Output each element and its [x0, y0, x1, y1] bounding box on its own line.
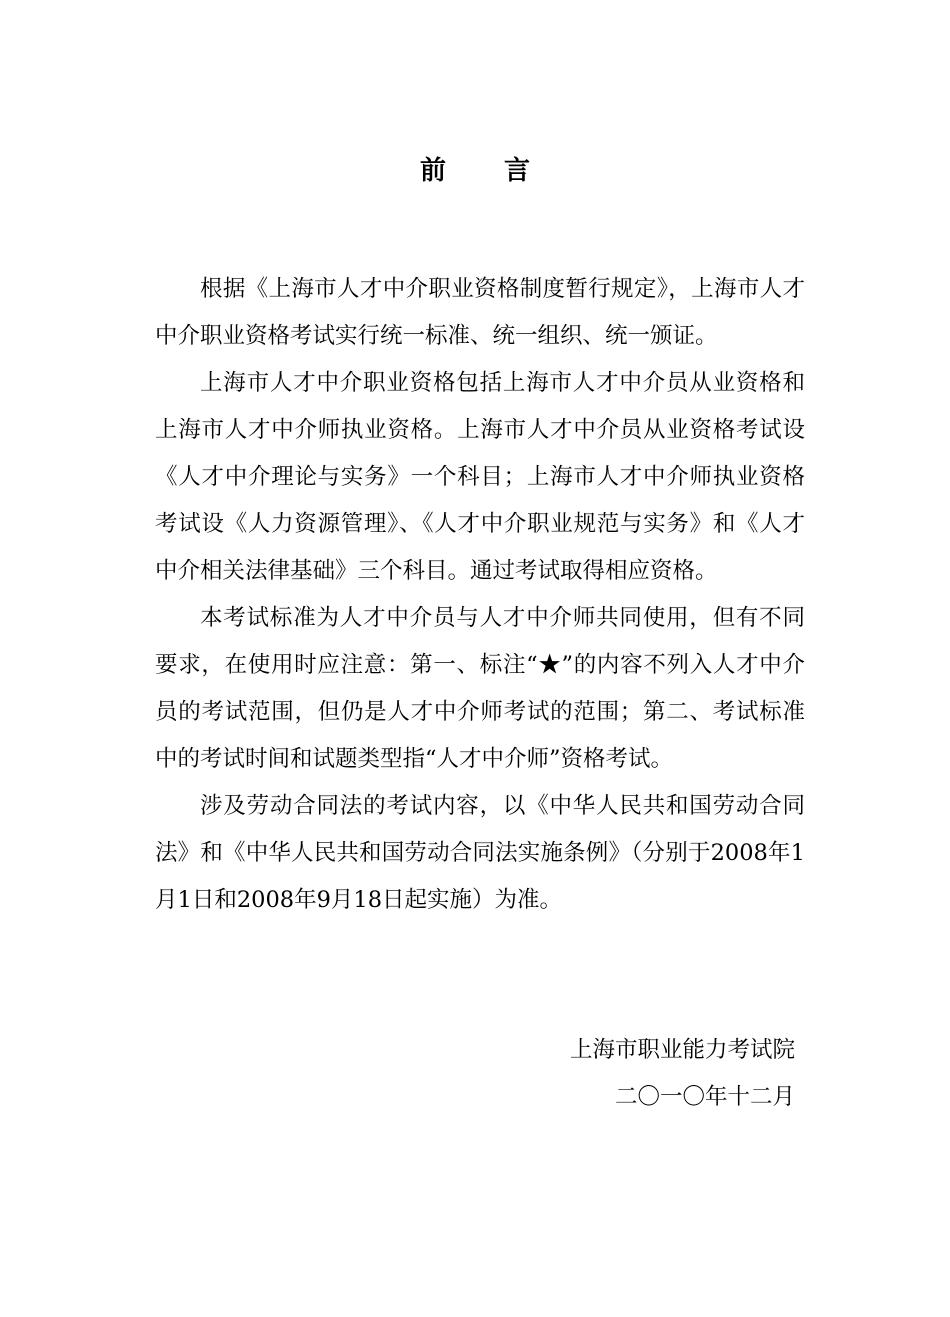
- paragraph-4: 涉及劳动合同法的考试内容，以《中华人民共和国劳动合同法》和《中华人民共和国劳动合同法实施条例》（分别于2008年1月1日和2008年9月18日起实施）为准。: [155, 793, 805, 913]
- signature-block: [570, 1027, 795, 1121]
- title-char-2: 言: [504, 156, 531, 186]
- preface-body: [155, 266, 805, 924]
- paragraph-3: 本考试标准为人才中介员与人才中介师共同使用，但有不同要求，在使用时应注意：第一、标注“★”的内容不列入人才中介员的考试范围，但仍是人才中介师考试的范围；第二、考试标准中的考试时间和试题类型指“人才中介师”资格考试。: [155, 605, 805, 772]
- paragraph-1: 根据《上海市人才中介职业资格制度暂行规定》，上海市人才中介职业资格考试实行统一标准、统一组织、统一颁证。: [155, 276, 805, 349]
- title-char-1: 前: [419, 156, 446, 186]
- paragraph-2: 上海市人才中介职业资格包括上海市人才中介员从业资格和上海市人才中介师执业资格。上海市人才中介员从业资格考试设《人才中介理论与实务》一个科目；上海市人才中介师执业资格考试设《人力资源管理》、《人才中介职业规范与实务》和《人才中介相关法律基础》三个科目。通过考试取得相应资格。: [155, 370, 805, 584]
- page-title: [0, 150, 950, 187]
- signature-date: 二〇一〇年十二月: [614, 1084, 795, 1110]
- signature-organization: 上海市职业能力考试院: [569, 1037, 795, 1063]
